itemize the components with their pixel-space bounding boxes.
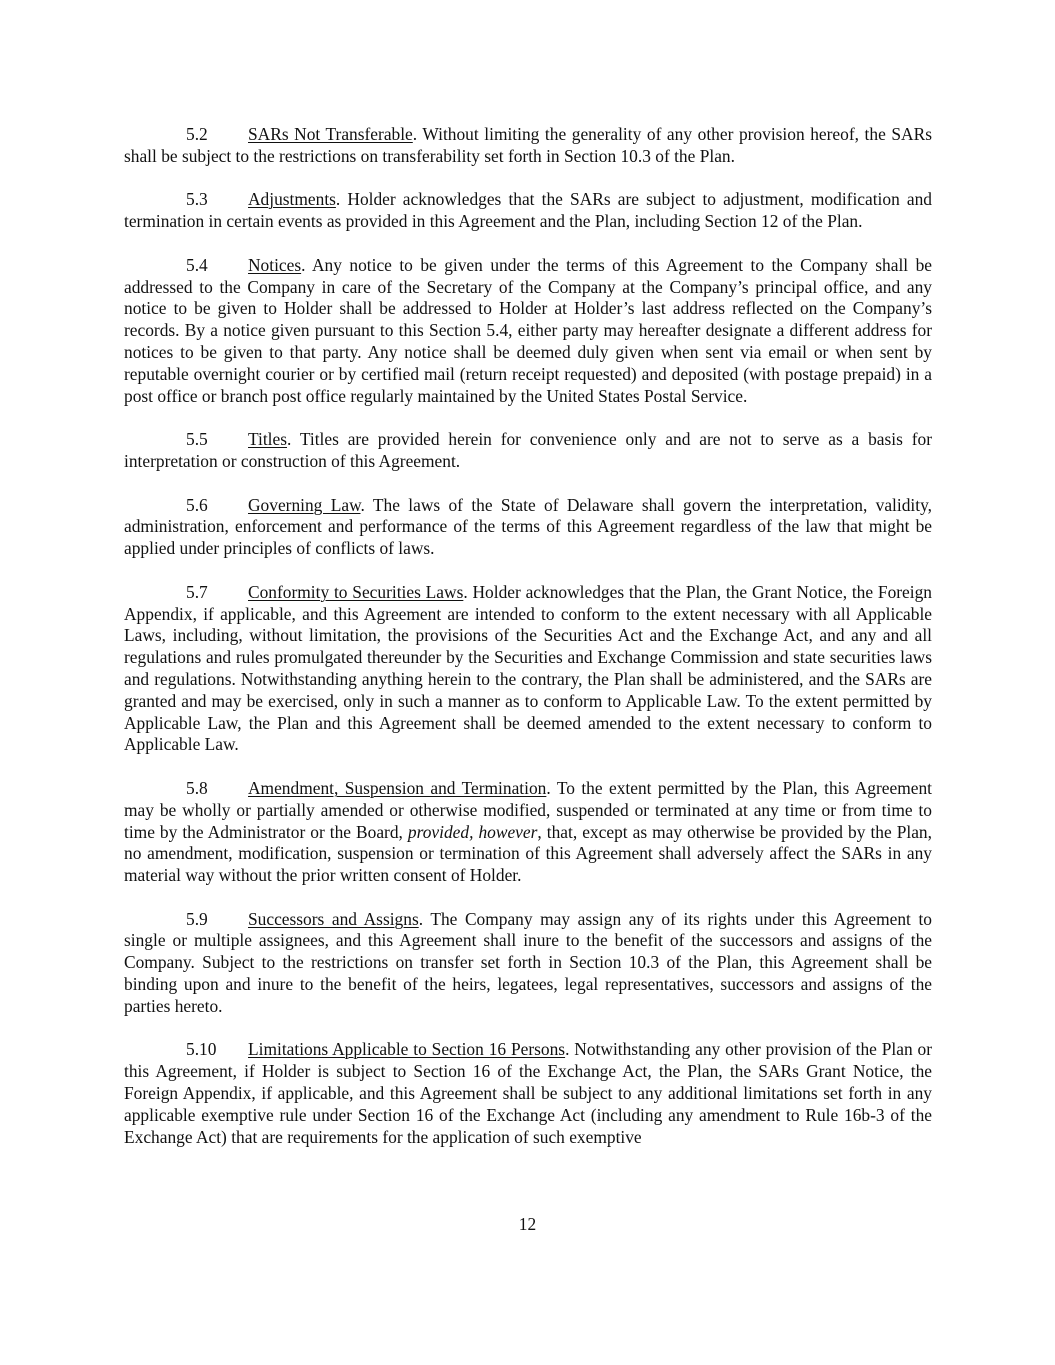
section-5-5 bbox=[124, 429, 932, 473]
section-title: Notices bbox=[248, 254, 302, 275]
section-body: . The laws of the State of Delaware shall govern the interpretation, validity, administration, enforcement and performance of the terms of this Agreement regardless of the law that might be applied under principles of conflicts of laws. bbox=[124, 494, 932, 559]
section-body: . Titles are provided herein for convenience only and are not to serve as a basis for interpretation or construction of this Agreement. bbox=[124, 429, 932, 471]
section-5-7 bbox=[124, 582, 932, 756]
section-title: Limitations Applicable to Section 16 Persons bbox=[248, 1039, 566, 1060]
section-title: Adjustments bbox=[248, 189, 336, 210]
section-body: . Holder acknowledges that the SARs are subject to adjustment, modification and termination in certain events as provided in this Agreement and the Plan, including Section 12 of the Plan. bbox=[124, 189, 932, 232]
section-5-9 bbox=[124, 909, 932, 1018]
section-5-10 bbox=[124, 1039, 932, 1148]
section-number: 5.6 bbox=[186, 494, 208, 515]
section-number: 5.7 bbox=[186, 581, 208, 602]
section-body: . Holder acknowledges that the Plan, the Grant Notice, the Foreign Appendix, if applicable, and this Agreement are intended to conform to the extent necessary with all Applicable Laws, including, without limitation, the provisions of the Securities Act and the Exchange Act, and any and all regulations and rules promulgated thereunder by the Securities and Exchange Commission and state securities laws and regulations. Notwithstanding anything herein to the contrary, the Plan shall be administered, and the SARs are granted and may be exercised, only in such a manner as to conform to Applicable Law. To the extent permitted by Applicable Law, the Plan and this Agreement shall be deemed amended to the extent necessary to conform to Applicable Law. bbox=[124, 581, 932, 755]
section-title: SARs Not Transferable bbox=[248, 124, 413, 144]
section-body-italic: provided, however bbox=[407, 821, 538, 842]
section-5-2 bbox=[124, 124, 932, 168]
section-title: Amendment, Suspension and Termination bbox=[248, 777, 547, 798]
section-body-continued: , that, except as may otherwise be provided by the Plan, no amendment, modification, suspension or termination of this Agreement shall adversely affect the SARs in any material way without the prior written consent of Holder. bbox=[124, 821, 932, 886]
section-body: . Any notice to be given under the terms of this Agreement to the Company shall be addressed to the Company in care of the Secretary of the Company at the Company’s principal office, and any notice to be given to Holder shall be addressed to Holder at Holder’s last address reflected on the Company’s records. By a notice given pursuant to this Section 5.4, either party may hereafter designate a different address for notices to be given to that party. Any notice shall be deemed duly given when sent via email or when sent by reputable overnight courier or by certified mail (return receipt requested) and deposited (with postage prepaid) in a post office or branch post office regularly maintained by the United States Postal Service. bbox=[124, 254, 932, 406]
section-5-8 bbox=[124, 778, 932, 887]
section-body: . To the extent permitted by the Plan, this Agreement may be wholly or partially amended or otherwise modified, suspended or terminated at any time or from time to time by the Administrator or the Board, bbox=[124, 777, 932, 842]
section-body: . Notwithstanding any other provision of the Plan or this Agreement, if Holder is subject to Section 16 of the Exchange Act, the Plan, the SARs Grant Notice, the Foreign Appendix, if applicable, and this Agreement shall be subject to any additional limitations set forth in any applicable exemptive rule under Section 16 of the Exchange Act (including any amendment to Rule 16b-3 of the Exchange Act) that are requirements for the application of such exemptive bbox=[124, 1039, 933, 1147]
section-title: Successors and Assigns bbox=[248, 908, 419, 929]
section-title: Conformity to Securities Laws bbox=[248, 581, 464, 602]
section-title: Governing Law bbox=[248, 494, 361, 515]
section-5-6 bbox=[124, 495, 932, 560]
section-5-3 bbox=[124, 189, 932, 233]
section-body: . Without limiting the generality of any other provision hereof, the SARs shall be subject to the restrictions on transferability set forth in Section 10.3 of the Plan. bbox=[124, 124, 932, 166]
section-body: . The Company may assign any of its rights under this Agreement to single or multiple assignees, and this Agreement shall inure to the benefit of the successors and assigns of the Company. Subject to the restrictions on transfer set forth in Section 10.3 of the Plan, this Agreement shall be binding upon and inure to the benefit of the heirs, legatees, legal representatives, successors and assigns of the parties hereto. bbox=[124, 908, 932, 1016]
section-number: 5.9 bbox=[186, 908, 208, 929]
section-number: 5.5 bbox=[186, 429, 208, 450]
section-number: 5.8 bbox=[186, 777, 208, 798]
section-5-4 bbox=[124, 255, 932, 408]
section-title: Titles bbox=[248, 429, 287, 450]
section-number: 5.10 bbox=[186, 1039, 217, 1060]
document-page bbox=[124, 124, 932, 1170]
section-number: 5.4 bbox=[186, 254, 208, 275]
section-number: 5.2 bbox=[186, 124, 208, 144]
section-number: 5.3 bbox=[186, 189, 208, 210]
page-number: 12 bbox=[518, 1214, 537, 1234]
